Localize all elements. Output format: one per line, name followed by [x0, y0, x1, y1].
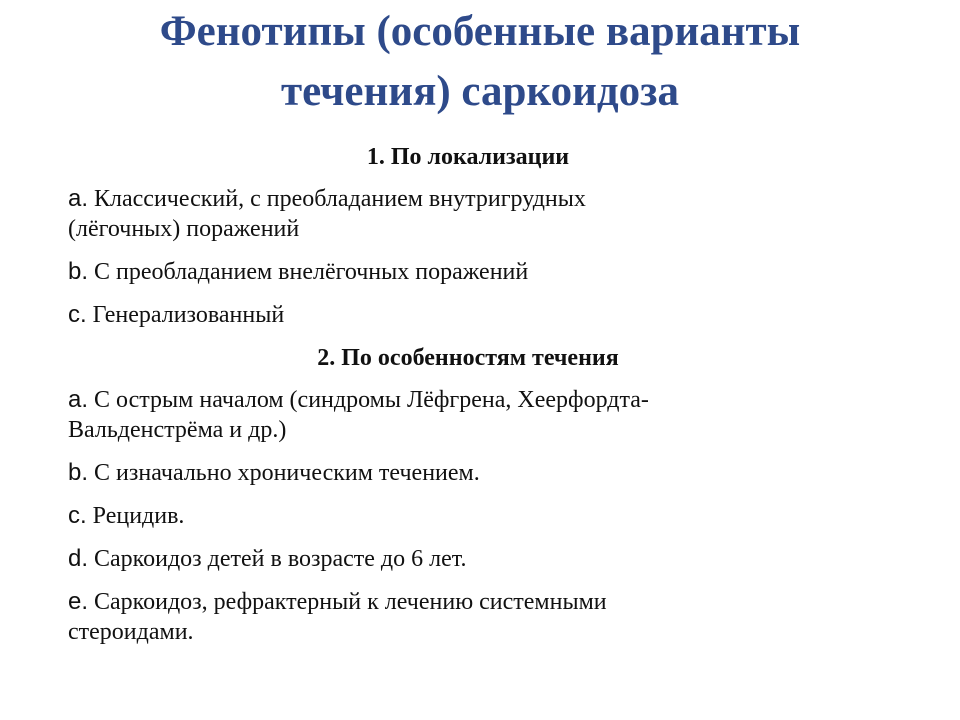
- list-item-text: С острым началом (синдромы Лёфгрена, Хеерфордта-: [88, 387, 649, 413]
- list-item-marker: b.: [68, 258, 89, 285]
- list-item: [68, 458, 868, 488]
- list-item-text: С преобладанием внелёгочных поражений: [88, 259, 529, 285]
- list-item-marker: e.: [68, 588, 89, 615]
- list-item-text-continued: стероидами.: [68, 619, 194, 645]
- list-item-marker: d.: [68, 545, 89, 572]
- slide-title-line-1: Фенотипы (особенные варианты: [159, 8, 801, 55]
- list-item-text-continued: Вальденстрёма и др.): [68, 417, 287, 443]
- list-item-marker: a.: [68, 386, 89, 413]
- list-item: [68, 184, 868, 244]
- list-item: [68, 544, 868, 574]
- list-item-text: Саркоидоз детей в возрасте до 6 лет.: [88, 546, 467, 572]
- list-item: [68, 385, 868, 445]
- list-item-marker: c.: [68, 301, 87, 328]
- list-item: [68, 501, 868, 531]
- list-item-text: Генерализованный: [86, 302, 285, 328]
- list-item-marker: a.: [68, 185, 89, 212]
- list-item-text: Рецидив.: [86, 503, 185, 529]
- list-item: [68, 257, 868, 287]
- slide-title: [40, 2, 920, 122]
- list-item-marker: b.: [68, 459, 89, 486]
- list-item-text: Классический, с преобладанием внутригрудных: [88, 186, 586, 212]
- list-item-text: С изначально хроническим течением.: [88, 460, 480, 486]
- list-item: [68, 300, 868, 330]
- section-heading-course: 2. По особенностям течения: [317, 345, 619, 371]
- section-heading-localization: 1. По локализации: [366, 144, 570, 170]
- list-item-text: Саркоидоз, рефрактерный к лечению системными: [88, 589, 607, 615]
- slide-content: [68, 142, 868, 660]
- list-item-marker: c.: [68, 502, 87, 529]
- list-item: [68, 587, 868, 647]
- list-item-text-continued: (лёгочных) поражений: [68, 216, 300, 242]
- slide-title-line-2: течения) саркоидоза: [281, 68, 679, 115]
